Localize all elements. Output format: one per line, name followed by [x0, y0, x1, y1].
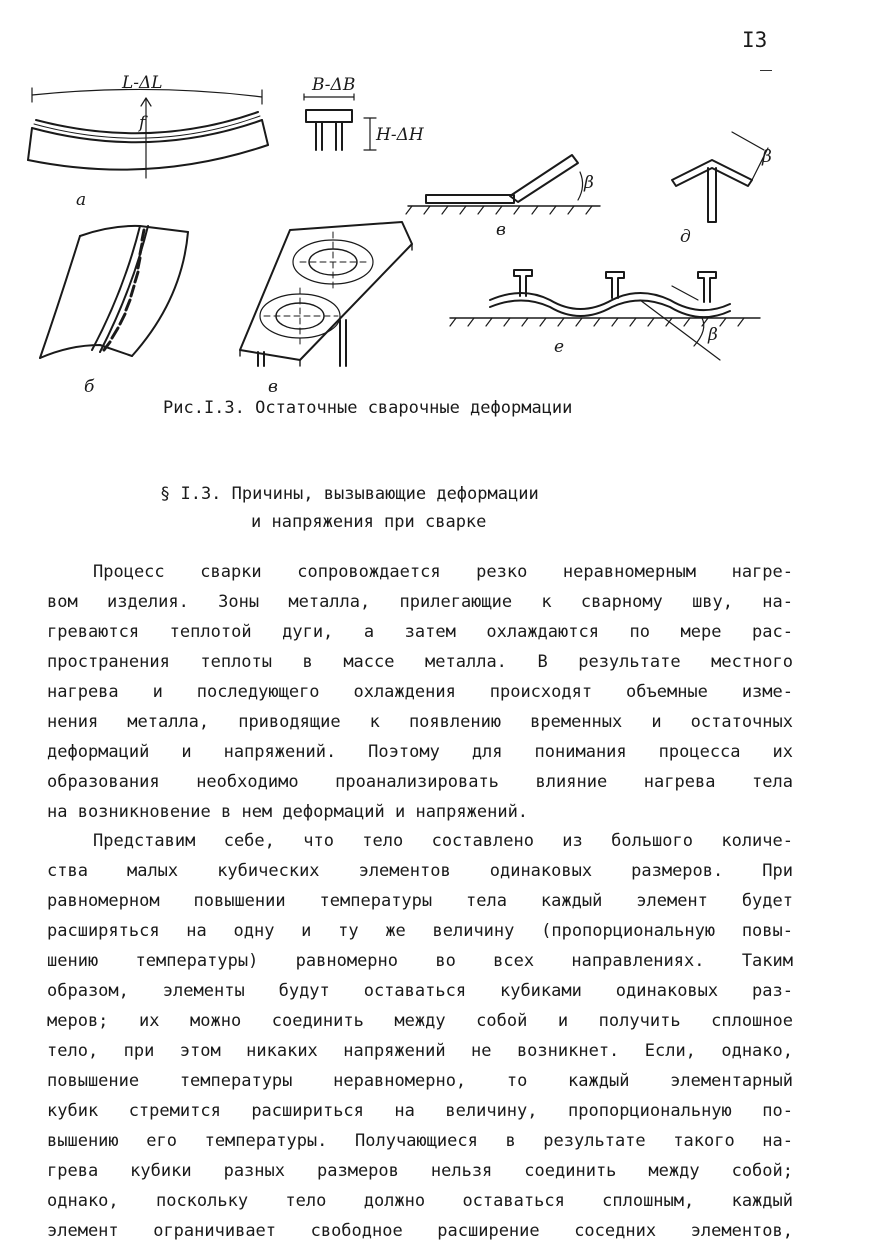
deflection-label: f [139, 113, 146, 133]
figure-caption: Рис.I.3. Остаточные сварочные деформации [163, 398, 573, 418]
label-d: д [680, 227, 691, 247]
beam-bending-sketch [28, 88, 268, 178]
paragraph-line: грева кубики разных размеров нельзя соединить между собой; [47, 1161, 793, 1181]
paragraph-1 [47, 557, 793, 827]
ribbed-plate-waviness-sketch [450, 270, 760, 360]
paragraph-line: вышению его температуры. Получающиеся в результате такого на- [47, 1131, 793, 1151]
paragraph-line: деформаций и напряжений. Поэтому для понимания процесса их [47, 742, 793, 762]
paragraph-line: Представим себе, что тело составлено из большого количе- [93, 831, 793, 851]
plate-weld-buckling-sketch [40, 226, 188, 358]
butt-angular-deformation-sketch [406, 155, 600, 214]
plate-circular-weld-sketch [240, 222, 412, 366]
dim-height-label: H-ΔH [376, 125, 424, 145]
paragraph-line: однако, поскольку тело должно оставаться сплошным, каждый [47, 1191, 793, 1211]
paragraph-line: нагрева и последующего охлаждения происходят объемные изме- [47, 682, 793, 702]
section-heading [160, 480, 539, 536]
paragraph-2 [47, 826, 793, 1246]
paragraph-line: пространения теплоты в массе металла. В результате местного [47, 652, 793, 672]
paragraph-line: равномерном повышении температуры тела каждый элемент будет [47, 891, 793, 911]
paragraph-line: тело, при этом никаких напряжений не возникнет. Если, однако, [47, 1041, 793, 1061]
page-number: I3 [742, 28, 768, 52]
paragraph-line: ства малых кубических элементов одинаковых размеров. При [47, 861, 793, 881]
paragraph-line: вом изделия. Зоны металла, прилегающие к сварному шву, на- [47, 592, 793, 612]
paragraph-line: образования необходимо проанализировать влияние нагрева тела [47, 772, 793, 792]
dim-width-label: B-ΔB [312, 75, 356, 95]
paragraph-line: элемент ограничивает свободное расширение соседних элементов, [47, 1221, 793, 1241]
label-b: б [84, 377, 95, 395]
paragraph-line: шению температуры) равномерно во всех направлениях. Таким [47, 951, 793, 971]
label-a: а [76, 190, 87, 210]
paragraph-line: расширяться на одну и ту же величину (пропорциональную повы- [47, 921, 793, 941]
label-v-mid: в [496, 220, 506, 240]
label-e: е [554, 337, 565, 357]
paragraph-line: образом, элементы будут оставаться кубиками одинаковых раз- [47, 981, 793, 1001]
t-joint-angular-deformation-sketch [672, 132, 768, 222]
paragraph-line: повышение температуры неравномерно, то каждый элементарный [47, 1071, 793, 1091]
paragraph-line: греваются теплотой дуги, а затем охлаждаются по мере рас- [47, 622, 793, 642]
paragraph-line: нения металла, приводящие к появлению временных и остаточных [47, 712, 793, 732]
paragraph-line: на возникновение в нем деформаций и напряжений. [47, 802, 529, 822]
t-section-shrink-sketch [304, 94, 376, 150]
paragraph-line: кубик стремится расшириться на величину, пропорциональную по- [47, 1101, 793, 1121]
welding-deformation-figure [0, 0, 873, 395]
angle-label-3: β [708, 325, 718, 345]
paragraph-line: Процесс сварки сопровождается резко неравномерным нагре- [93, 562, 793, 582]
paragraph-line: меров; их можно соединить между собой и получить сплошное [47, 1011, 793, 1031]
angle-label-1: β [584, 173, 594, 193]
section-title-line-2: и напряжения при сварке [251, 512, 487, 532]
section-title-line-1: § I.3. Причины, вызывающие деформации [160, 484, 539, 504]
label-v-bottom: в [268, 377, 278, 395]
angle-label-2: β [762, 147, 772, 167]
dim-length-label: L-ΔL [122, 73, 163, 93]
